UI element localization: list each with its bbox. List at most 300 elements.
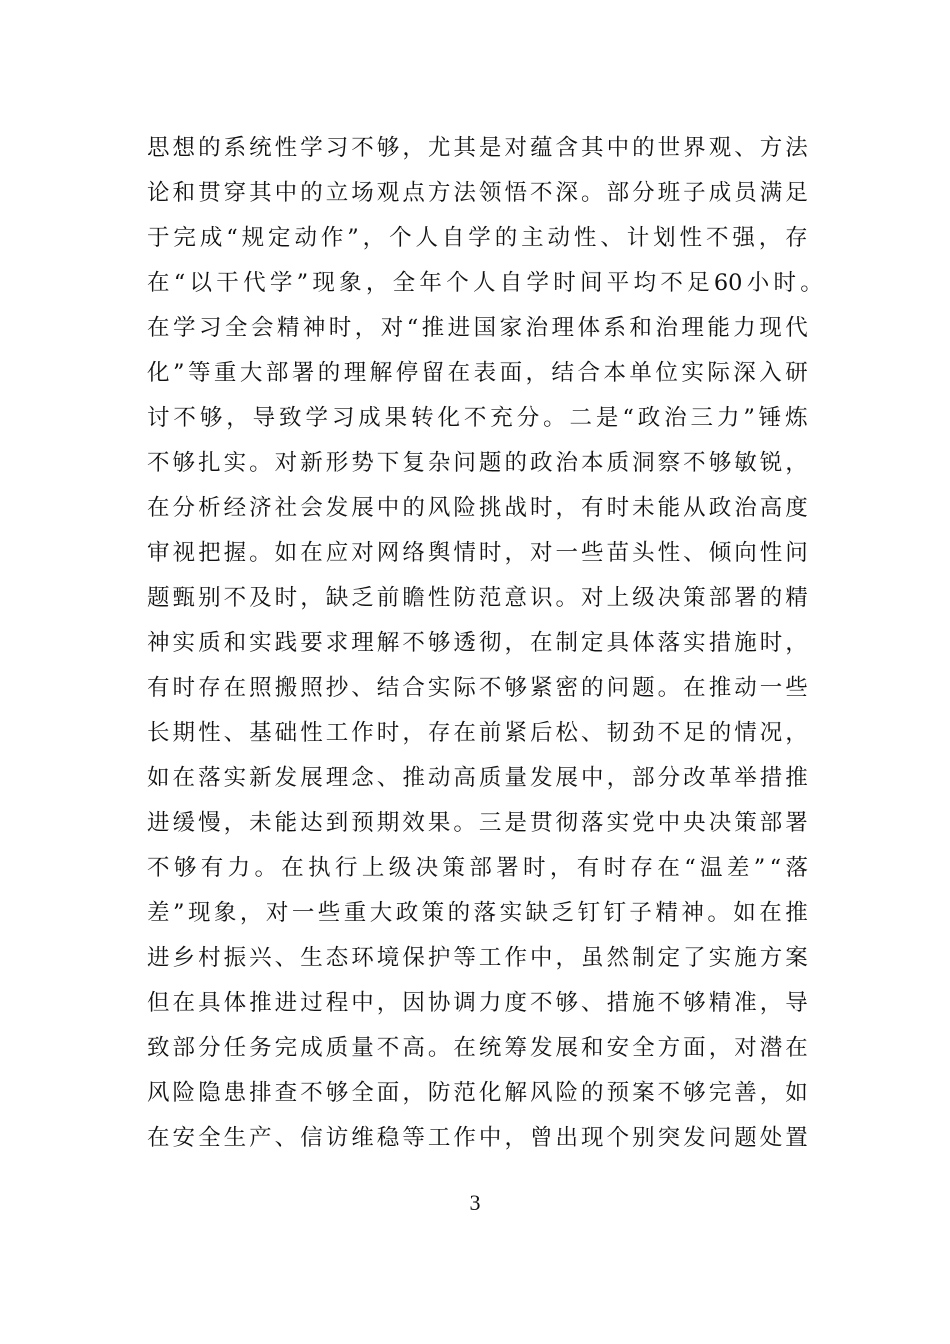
glyph: 应 bbox=[325, 540, 349, 566]
glyph: 处 bbox=[759, 1125, 783, 1151]
glyph: 些 bbox=[581, 540, 604, 566]
glyph: 扎 bbox=[198, 450, 221, 476]
text-line bbox=[147, 891, 808, 936]
glyph: 杂 bbox=[427, 450, 451, 476]
glyph: 现 bbox=[759, 315, 782, 341]
glyph: 有 bbox=[576, 855, 600, 881]
glyph: “ bbox=[226, 225, 238, 251]
glyph: 要 bbox=[300, 630, 323, 656]
glyph: 不 bbox=[300, 1080, 323, 1106]
glyph: 分 bbox=[198, 1035, 221, 1061]
glyph: 推 bbox=[708, 675, 732, 701]
glyph: 悟 bbox=[504, 180, 527, 206]
glyph: 范 bbox=[453, 1080, 476, 1106]
glyph: 新 bbox=[300, 450, 323, 476]
glyph: 性 bbox=[274, 135, 298, 161]
glyph: ， bbox=[549, 855, 573, 881]
glyph: 分 bbox=[632, 180, 655, 206]
glyph: 落 bbox=[473, 900, 497, 926]
glyph: 一 bbox=[291, 900, 315, 926]
glyph: 穿 bbox=[223, 180, 247, 206]
glyph: 置 bbox=[785, 1125, 808, 1151]
glyph: 论 bbox=[147, 180, 170, 206]
glyph: 习 bbox=[331, 405, 355, 431]
glyph: ” bbox=[296, 270, 309, 296]
glyph: 时 bbox=[478, 540, 502, 566]
glyph: 保 bbox=[402, 945, 425, 971]
glyph: 体 bbox=[632, 630, 655, 656]
glyph: 性 bbox=[427, 585, 451, 611]
glyph: 领 bbox=[478, 180, 502, 206]
glyph: 。 bbox=[254, 855, 277, 881]
glyph: 署 bbox=[785, 810, 808, 836]
glyph: 个 bbox=[389, 225, 412, 251]
glyph: 际 bbox=[453, 675, 476, 701]
glyph: ， bbox=[300, 585, 323, 611]
glyph: 前 bbox=[376, 585, 400, 611]
glyph: 署 bbox=[734, 585, 757, 611]
glyph: 程 bbox=[325, 990, 349, 1016]
glyph: 点 bbox=[402, 180, 425, 206]
glyph: 筹 bbox=[504, 1035, 527, 1061]
glyph: 级 bbox=[632, 585, 655, 611]
glyph: 理 bbox=[325, 765, 349, 791]
glyph: 学 bbox=[468, 225, 491, 251]
glyph: ， bbox=[785, 630, 808, 656]
glyph: 革 bbox=[708, 765, 732, 791]
glyph: 隐 bbox=[198, 1080, 221, 1106]
glyph: 够 bbox=[683, 990, 706, 1016]
glyph: 习 bbox=[325, 135, 349, 161]
glyph: 、 bbox=[274, 945, 298, 971]
glyph: 进 bbox=[147, 810, 170, 836]
glyph: 善 bbox=[734, 1080, 757, 1106]
glyph: 规 bbox=[241, 225, 265, 251]
glyph: ， bbox=[759, 990, 783, 1016]
glyph: 发 bbox=[529, 765, 553, 791]
glyph: 甄 bbox=[172, 585, 196, 611]
glyph: 强 bbox=[732, 225, 755, 251]
glyph: 分 bbox=[172, 495, 196, 521]
text-line bbox=[147, 306, 808, 351]
glyph: 实 bbox=[708, 945, 732, 971]
glyph: 学 bbox=[300, 135, 323, 161]
glyph: 的 bbox=[402, 495, 425, 521]
glyph: 落 bbox=[198, 765, 221, 791]
glyph: 性 bbox=[679, 225, 703, 251]
glyph: 信 bbox=[300, 1125, 323, 1151]
glyph: 中 bbox=[529, 945, 553, 971]
glyph: 存 bbox=[198, 675, 221, 701]
glyph: 贯 bbox=[198, 180, 221, 206]
glyph: 定 bbox=[268, 225, 291, 251]
glyph: 不 bbox=[657, 990, 681, 1016]
text-line bbox=[147, 531, 808, 576]
glyph: 具 bbox=[198, 990, 221, 1016]
glyph: 理 bbox=[551, 315, 575, 341]
glyph: 在 bbox=[453, 1035, 476, 1061]
glyph: 场 bbox=[351, 180, 374, 206]
glyph: 际 bbox=[707, 360, 730, 386]
glyph: 有 bbox=[200, 855, 224, 881]
glyph: ， bbox=[555, 945, 579, 971]
glyph: 社 bbox=[274, 495, 298, 521]
glyph: 不 bbox=[376, 1035, 400, 1061]
glyph: 对 bbox=[351, 540, 374, 566]
glyph: 制 bbox=[632, 945, 655, 971]
glyph: 方 bbox=[427, 180, 451, 206]
glyph: 锤 bbox=[758, 405, 782, 431]
glyph: 中 bbox=[274, 180, 298, 206]
glyph: 在 bbox=[172, 765, 196, 791]
glyph: 人 bbox=[472, 270, 496, 296]
glyph: 乡 bbox=[172, 945, 196, 971]
glyph: 时 bbox=[606, 495, 630, 521]
glyph: 实 bbox=[499, 900, 523, 926]
glyph: 求 bbox=[325, 630, 349, 656]
glyph: ， bbox=[402, 720, 425, 746]
glyph: 蕴 bbox=[529, 135, 553, 161]
glyph: 些 bbox=[785, 675, 808, 701]
glyph: 准 bbox=[734, 990, 757, 1016]
glyph: 及 bbox=[249, 585, 272, 611]
glyph: 在 bbox=[147, 270, 170, 296]
glyph: 分 bbox=[657, 765, 681, 791]
glyph: 排 bbox=[249, 1080, 272, 1106]
glyph: 上 bbox=[606, 585, 630, 611]
glyph: 缺 bbox=[525, 900, 549, 926]
glyph: 基 bbox=[249, 720, 272, 746]
glyph: 锐 bbox=[759, 450, 783, 476]
glyph: 现 bbox=[187, 900, 211, 926]
glyph: 不 bbox=[402, 630, 425, 656]
glyph: 护 bbox=[427, 945, 451, 971]
glyph: 。 bbox=[249, 450, 272, 476]
glyph: 够 bbox=[427, 630, 451, 656]
glyph: 上 bbox=[361, 855, 385, 881]
glyph: 系 bbox=[603, 315, 626, 341]
glyph: 够 bbox=[325, 1080, 349, 1106]
glyph: 施 bbox=[734, 630, 757, 656]
glyph: 策 bbox=[421, 900, 445, 926]
glyph: 家 bbox=[499, 315, 523, 341]
glyph: 问 bbox=[785, 540, 808, 566]
glyph: 发 bbox=[683, 1125, 706, 1151]
glyph: 时 bbox=[603, 855, 627, 881]
glyph: 彻 bbox=[555, 810, 579, 836]
glyph: 倾 bbox=[708, 540, 732, 566]
glyph: 充 bbox=[490, 405, 513, 431]
glyph: 进 bbox=[274, 990, 298, 1016]
glyph: 制 bbox=[555, 630, 579, 656]
glyph: 举 bbox=[734, 765, 757, 791]
glyph: 防 bbox=[427, 1080, 451, 1106]
glyph: 险 bbox=[453, 495, 476, 521]
glyph: 有 bbox=[581, 495, 604, 521]
glyph: 量 bbox=[351, 1035, 374, 1061]
glyph: 潜 bbox=[759, 1035, 783, 1061]
glyph: 自 bbox=[499, 270, 523, 296]
glyph: 如 bbox=[733, 900, 756, 926]
glyph: 新 bbox=[249, 765, 272, 791]
glyph: 。 bbox=[453, 810, 476, 836]
glyph: 统 bbox=[249, 135, 272, 161]
glyph: 力 bbox=[227, 855, 251, 881]
glyph: 对 bbox=[380, 315, 404, 341]
glyph: 政 bbox=[395, 900, 419, 926]
glyph: 行 bbox=[335, 855, 358, 881]
glyph: 落 bbox=[657, 630, 681, 656]
glyph: 效 bbox=[402, 810, 425, 836]
glyph: 和 bbox=[629, 315, 652, 341]
glyph: 不 bbox=[657, 720, 681, 746]
glyph: 密 bbox=[555, 675, 579, 701]
glyph: 审 bbox=[147, 540, 170, 566]
glyph: 力 bbox=[478, 990, 502, 1016]
glyph: 的 bbox=[198, 135, 221, 161]
glyph: 洞 bbox=[632, 450, 655, 476]
glyph: 神 bbox=[681, 900, 704, 926]
glyph: 村 bbox=[198, 945, 221, 971]
glyph: 。 bbox=[800, 270, 823, 296]
glyph: 视 bbox=[172, 540, 196, 566]
glyph: ， bbox=[758, 225, 782, 251]
glyph: 的 bbox=[581, 1080, 604, 1106]
glyph: 如 bbox=[274, 540, 298, 566]
glyph: 到 bbox=[325, 810, 349, 836]
glyph: 案 bbox=[632, 1080, 655, 1106]
glyph: 不 bbox=[147, 855, 170, 881]
glyph: 面 bbox=[683, 1035, 706, 1061]
glyph: ” bbox=[172, 360, 185, 386]
glyph: 性 bbox=[300, 720, 323, 746]
glyph: 等 bbox=[453, 945, 476, 971]
glyph: 性 bbox=[573, 225, 597, 251]
glyph: 自 bbox=[441, 225, 465, 251]
glyph: 问 bbox=[708, 1125, 732, 1151]
glyph: 能 bbox=[707, 315, 730, 341]
glyph: 个 bbox=[446, 270, 469, 296]
glyph: 、 bbox=[734, 135, 757, 161]
glyph: 意 bbox=[504, 585, 527, 611]
glyph: 时 bbox=[773, 270, 797, 296]
glyph: 风 bbox=[147, 1080, 170, 1106]
glyph: 复 bbox=[402, 450, 425, 476]
glyph: ” bbox=[347, 225, 359, 251]
glyph: 推 bbox=[785, 765, 808, 791]
glyph: 有 bbox=[147, 675, 170, 701]
glyph: ， bbox=[785, 720, 808, 746]
glyph: 方 bbox=[657, 1035, 681, 1061]
glyph: 部 bbox=[632, 765, 655, 791]
glyph: 动 bbox=[734, 675, 757, 701]
glyph: 然 bbox=[606, 945, 630, 971]
glyph: 发 bbox=[274, 765, 298, 791]
glyph: 方 bbox=[759, 135, 783, 161]
glyph: 紧 bbox=[504, 720, 527, 746]
glyph: 中 bbox=[581, 765, 604, 791]
glyph: 长 bbox=[147, 720, 170, 746]
glyph: 实 bbox=[249, 630, 272, 656]
text-line bbox=[147, 576, 808, 621]
glyph: 不 bbox=[657, 1080, 681, 1106]
glyph: 不 bbox=[478, 675, 502, 701]
glyph: 后 bbox=[529, 720, 553, 746]
body-paragraph bbox=[147, 126, 823, 1161]
glyph: 想 bbox=[172, 135, 196, 161]
glyph: 握 bbox=[223, 540, 247, 566]
glyph: 够 bbox=[172, 450, 196, 476]
glyph: 、 bbox=[600, 225, 623, 251]
glyph: ， bbox=[504, 1125, 527, 1151]
glyph: 作 bbox=[320, 225, 344, 251]
glyph: 全 bbox=[224, 315, 248, 341]
glyph: 乏 bbox=[351, 585, 374, 611]
glyph: ， bbox=[402, 135, 425, 161]
text-line bbox=[147, 486, 808, 531]
glyph: 够 bbox=[173, 855, 197, 881]
glyph: 部 bbox=[708, 585, 732, 611]
glyph: 突 bbox=[657, 1125, 681, 1151]
text-line bbox=[147, 846, 808, 891]
glyph: 情 bbox=[734, 720, 757, 746]
glyph: ， bbox=[376, 990, 400, 1016]
glyph: 治 bbox=[664, 405, 687, 431]
glyph: 动 bbox=[547, 225, 571, 251]
glyph: 国 bbox=[473, 315, 497, 341]
glyph: 治 bbox=[555, 450, 579, 476]
glyph: 划 bbox=[653, 225, 676, 251]
glyph: 对 bbox=[265, 900, 289, 926]
glyph: 高 bbox=[453, 765, 476, 791]
glyph: 转 bbox=[411, 405, 434, 431]
glyph: 问 bbox=[453, 450, 476, 476]
glyph: 中 bbox=[657, 810, 681, 836]
glyph: 分 bbox=[516, 405, 540, 431]
glyph: 高 bbox=[759, 495, 783, 521]
glyph: 兴 bbox=[249, 945, 272, 971]
glyph: 成 bbox=[708, 180, 732, 206]
glyph: 曾 bbox=[529, 1125, 553, 1151]
glyph: 不 bbox=[660, 270, 683, 296]
glyph: 性 bbox=[759, 540, 783, 566]
glyph: “ bbox=[769, 855, 782, 881]
glyph: 。 bbox=[657, 675, 681, 701]
glyph: 协 bbox=[427, 990, 451, 1016]
glyph: 落 bbox=[785, 855, 808, 881]
glyph: 小 bbox=[746, 270, 770, 296]
glyph: 思 bbox=[147, 135, 170, 161]
glyph: 、 bbox=[274, 1125, 298, 1151]
glyph: 险 bbox=[172, 1080, 196, 1106]
glyph: 表 bbox=[473, 360, 497, 386]
glyph: 面 bbox=[499, 360, 523, 386]
glyph: 二 bbox=[569, 405, 593, 431]
glyph: 精 bbox=[276, 315, 300, 341]
glyph: 全 bbox=[632, 1035, 655, 1061]
glyph: 完 bbox=[708, 1080, 732, 1106]
glyph: 员 bbox=[734, 180, 757, 206]
glyph: 访 bbox=[325, 1125, 349, 1151]
glyph: 时 bbox=[172, 675, 196, 701]
glyph: 化 bbox=[147, 360, 170, 386]
glyph: 工 bbox=[325, 720, 349, 746]
glyph: 把 bbox=[198, 540, 221, 566]
glyph: 察 bbox=[657, 450, 681, 476]
glyph: 措 bbox=[759, 765, 783, 791]
glyph: 学 bbox=[172, 315, 196, 341]
text-line bbox=[147, 756, 808, 801]
glyph: 推 bbox=[249, 990, 272, 1016]
glyph: 策 bbox=[683, 585, 706, 611]
glyph: 在 bbox=[147, 495, 170, 521]
glyph: 力 bbox=[716, 405, 740, 431]
glyph: 世 bbox=[657, 135, 681, 161]
glyph: 展 bbox=[555, 1035, 579, 1061]
glyph: 措 bbox=[708, 630, 732, 656]
glyph: 时 bbox=[529, 495, 553, 521]
glyph: 稳 bbox=[376, 1125, 400, 1151]
glyph: 时 bbox=[328, 315, 352, 341]
glyph: 作 bbox=[453, 1125, 476, 1151]
glyph: 题 bbox=[734, 1125, 757, 1151]
glyph: 念 bbox=[351, 765, 374, 791]
glyph: 政 bbox=[529, 450, 553, 476]
glyph: 战 bbox=[504, 495, 527, 521]
glyph: 作 bbox=[504, 945, 527, 971]
glyph: 践 bbox=[274, 630, 298, 656]
glyph: 存 bbox=[785, 225, 808, 251]
glyph: 是 bbox=[478, 135, 502, 161]
glyph: 部 bbox=[172, 1035, 196, 1061]
glyph: 度 bbox=[504, 990, 527, 1016]
glyph: 习 bbox=[198, 315, 222, 341]
glyph: 间 bbox=[580, 270, 603, 296]
glyph: 前 bbox=[478, 720, 502, 746]
glyph: 在 bbox=[147, 315, 170, 341]
glyph: 苗 bbox=[606, 540, 630, 566]
glyph: ， bbox=[354, 315, 378, 341]
glyph: 合 bbox=[577, 360, 600, 386]
glyph: 别 bbox=[198, 585, 221, 611]
glyph: 精 bbox=[785, 585, 808, 611]
text-line bbox=[147, 1116, 808, 1161]
text-line bbox=[147, 351, 808, 396]
glyph: 入 bbox=[759, 360, 782, 386]
glyph: 学 bbox=[269, 270, 293, 296]
text-line bbox=[147, 1026, 808, 1071]
glyph: 实 bbox=[683, 630, 706, 656]
glyph: 人 bbox=[415, 225, 438, 251]
glyph: 位 bbox=[655, 360, 678, 386]
glyph: 结 bbox=[376, 675, 400, 701]
glyph: 工 bbox=[478, 945, 502, 971]
glyph: 抄 bbox=[325, 675, 349, 701]
glyph: 安 bbox=[172, 1125, 196, 1151]
glyph: 是 bbox=[595, 405, 619, 431]
glyph: 界 bbox=[683, 135, 706, 161]
glyph: 济 bbox=[249, 495, 272, 521]
glyph: 理 bbox=[343, 360, 367, 386]
glyph: 质 bbox=[325, 1035, 349, 1061]
glyph: 生 bbox=[223, 1125, 247, 1151]
glyph: ， bbox=[759, 1080, 783, 1106]
glyph: 学 bbox=[526, 270, 549, 296]
glyph: 部 bbox=[759, 810, 783, 836]
glyph: 体 bbox=[223, 990, 247, 1016]
glyph: 中 bbox=[478, 1125, 502, 1151]
glyph: 炼 bbox=[785, 405, 808, 431]
